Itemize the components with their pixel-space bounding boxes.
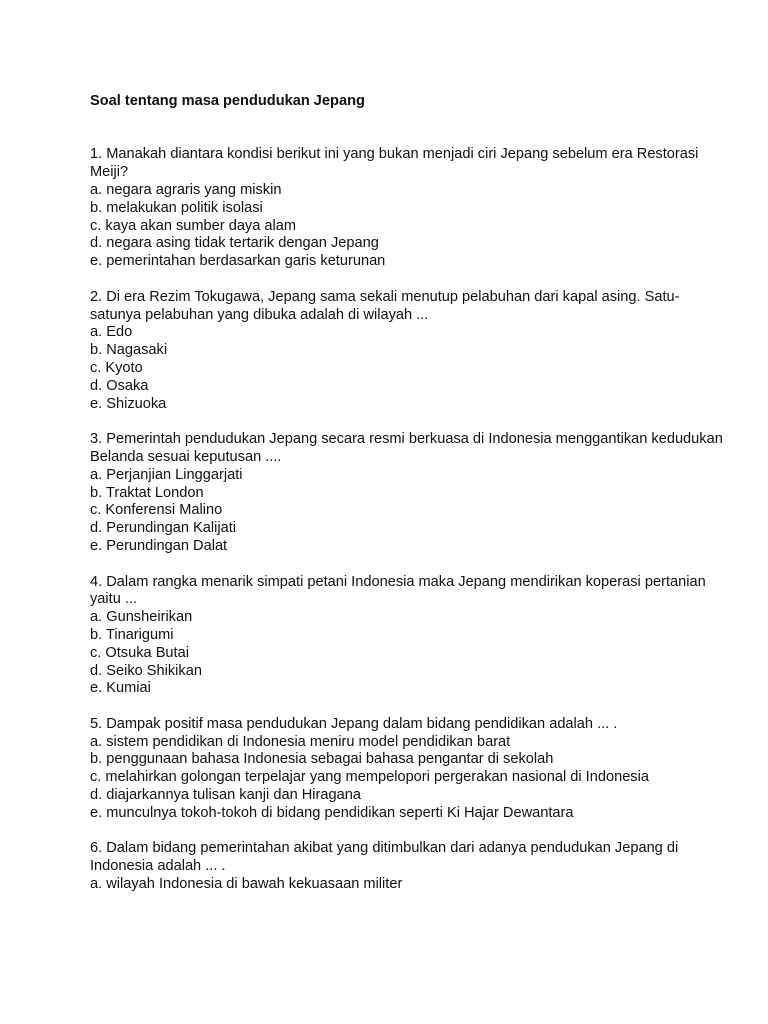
option-a: a. Perjanjian Linggarjati [90,466,243,483]
option-b: b. Nagasaki [90,342,168,359]
question-2 [90,289,730,414]
question-stem: 4. Dalam rangka menarik simpati petani Indonesia maka Jepang mendirikan koperasi pertanian yaitu ... [90,573,706,608]
option-d: d. Perundingan Kalijati [90,520,237,537]
option-c: c. melahirkan golongan terpelajar yang mempelopori pergerakan nasional di Indonesia [90,769,649,786]
option-b: b. Tinarigumi [90,626,174,643]
option-list [90,876,730,894]
document-title: Soal tentang masa pendudukan Jepang [90,93,365,109]
question-stem: 6. Dalam bidang pemerintahan akibat yang ditimbulkan dari adanya pendudukan Jepang di Indonesia adalah ... . [90,840,679,875]
option-d: d. Osaka [90,377,149,394]
document-content [90,93,730,912]
option-e: e. Shizuoka [90,395,167,412]
option-c: c. kaya akan sumber daya alam [90,217,297,234]
option-e: e. munculnya tokoh-tokoh di bidang pendidikan seperti Ki Hajar Dewantara [90,804,574,821]
option-e: e. pemerintahan berdasarkan garis keturunan [90,253,386,270]
question-1 [90,146,730,271]
option-b: b. Traktat London [90,484,204,501]
question-5 [90,716,730,823]
option-a: a. Edo [90,324,133,341]
option-list [90,182,730,271]
question-stem: 2. Di era Rezim Tokugawa, Jepang sama sekali menutup pelabuhan dari kapal asing. Satu-satunya pelabuhan yang dibuka adalah di wilayah ... [90,288,680,323]
option-list [90,467,730,556]
question-stem: 3. Pemerintah pendudukan Jepang secara resmi berkuasa di Indonesia menggantikan kedudukan Belanda sesuai keputusan .... [90,431,723,465]
option-b: b. penggunaan bahasa Indonesia sebagai bahasa pengantar di sekolah [90,751,554,768]
option-d: d. negara asing tidak tertarik dengan Jepang [90,235,379,252]
option-c: c. Kyoto [90,359,143,376]
question-3 [90,431,730,556]
option-b: b. melakukan politik isolasi [90,199,263,216]
option-d: d. Seiko Shikikan [90,662,202,679]
option-d: d. diajarkannya tulisan kanji dan Hiragana [90,787,361,804]
question-stem: 5. Dampak positif masa pendudukan Jepang dalam bidang pendidikan adalah ... . [90,715,618,732]
option-c: c. Konferensi Malino [90,502,223,519]
question-6 [90,840,730,893]
option-a: a. sistem pendidikan di Indonesia meniru model pendidikan barat [90,733,511,750]
option-e: e. Perundingan Dalat [90,537,228,554]
option-c: c. Otsuka Butai [90,644,189,661]
question-stem: 1. Manakah diantara kondisi berikut ini yang bukan menjadi ciri Jepang sebelum era Restorasi Meiji? [90,146,699,181]
option-list [90,734,730,823]
option-list [90,609,730,698]
option-a: a. wilayah Indonesia di bawah kekuasaan militer [90,876,403,893]
option-list [90,324,730,413]
option-a: a. negara agraris yang miskin [90,181,282,198]
option-a: a. Gunsheirikan [90,609,193,626]
option-e: e. Kumiai [90,680,151,697]
question-4 [90,574,730,699]
